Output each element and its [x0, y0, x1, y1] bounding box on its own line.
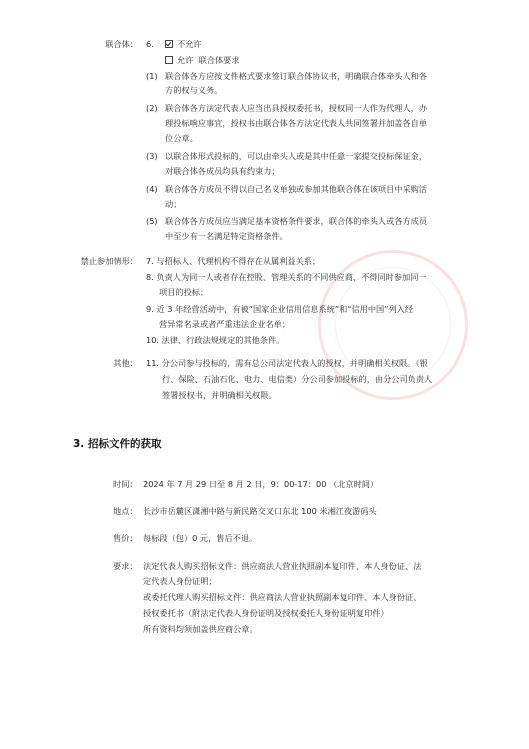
place-value: 长沙市岳麓区潇湘中路与新民路交叉口东北 100 米湘江夜游码头: [143, 506, 377, 516]
consortium-item-1-line-2: 方的权与义务。: [165, 85, 223, 95]
other-label: 其他：: [113, 358, 138, 368]
requirement-line-2: 定代表人身份证明；: [143, 576, 217, 586]
time-label: 时间：: [113, 479, 138, 489]
checkbox-checked-icon: [165, 40, 173, 48]
consortium-item-2-line-3: 位公章。: [165, 133, 198, 143]
prohibited-item-10: 10. 法律、行政法规规定的其他条件。: [146, 335, 285, 345]
requirements-label: 要求：: [113, 561, 138, 571]
item-no-4: (4): [146, 184, 158, 194]
item-no-1: (1): [146, 71, 158, 81]
consortium-label: 联合体：: [105, 39, 138, 49]
option-not-allowed: [165, 38, 202, 51]
consortium-requirement-title: 联合体要求: [198, 55, 240, 65]
section-title: 3. 招标文件的获取: [73, 438, 162, 450]
prohibited-item-9-line-2: 营异常名录或者严重违法企业名单；: [159, 319, 291, 329]
prohibited-item-9-line-1: 9. 近 3 年经营活动中，有被“国家企业信用信息系统”和“信用中国”列入经: [146, 304, 414, 314]
prohibited-item-8-line-1: 8. 负责人为同一人或者存在控股、管理关系的不同供应商，不得同时参加同一: [146, 272, 427, 282]
requirement-line-3: 或委托代理人购买招标文件：供应商法人营业执照副本复印件、本人身份证、: [143, 592, 422, 602]
item-no-3: (3): [146, 151, 158, 161]
consortium-item-2-line-1: 联合体各方法定代表人应当出具授权委托书，授权同一人作为代理人，办: [165, 103, 428, 113]
item-no-5: (5): [146, 216, 158, 226]
prohibited-item-7: 7. 与招标人、代理机构不得存在从属利益关系；: [146, 256, 321, 266]
consortium-item-number: 6.: [146, 39, 154, 49]
other-line-1: 11. 分公司参与投标的，需有总公司法定代表人的授权，并明确相关权限。（银: [146, 358, 428, 368]
place-label: 地点：: [113, 506, 138, 516]
consortium-item-4-line-1: 联合体各方成员不得以自己名义单独或参加其他联合体在该项目中采购活: [165, 184, 428, 194]
item-no-2: (2): [146, 103, 158, 113]
prohibited-item-8-line-2: 项目的投标；: [159, 287, 209, 297]
option-not-allowed-label: 不允许: [177, 39, 202, 49]
requirement-line-1: 法定代表人购买招标文件：供应商法人营业执照副本复印件、本人身份证、法: [143, 561, 422, 571]
option-allowed-label: 允许: [177, 55, 194, 65]
option-allowed: [165, 54, 240, 67]
consortium-item-4-line-2: 动；: [165, 199, 182, 209]
consortium-item-3-line-1: 以联合体形式投标的，可以由牵头人或是其中任意一家提交投标保证金，: [165, 151, 428, 161]
consortium-item-3-line-2: 对联合体各成员均具有约束力；: [165, 166, 280, 176]
requirement-line-4: 授权委托书（附法定代表人身份证明及授权委托人身份证明复印件）: [143, 608, 389, 618]
prohibited-label: 禁止参加情形：: [80, 256, 138, 266]
checkbox-unchecked-icon: [165, 56, 173, 64]
other-line-2: 行、保险、石油石化、电力、电信类）分公司参加投标的，由分公司负责人: [162, 374, 433, 384]
price-value: 每标段（包）0 元，售后不退。: [143, 533, 258, 543]
requirement-line-5: 所有资料均须加盖供应商公章。: [143, 624, 258, 634]
time-value: 2024 年 7 月 29 日至 8 月 2 日，9：00-17：00 （北京时间）: [143, 479, 379, 489]
consortium-item-2-line-2: 理投标响应事宜，授权书由联合体各方法定代表人共同签署并加盖各自单: [165, 118, 428, 128]
consortium-item-5-line-2: 中至少有一名满足特定资格条件。: [165, 231, 288, 241]
consortium-item-5-line-1: 联合体各方成员应当满足基本资格条件要求，联合体的牵头人或各方成员: [165, 216, 428, 226]
other-line-3: 签署授权书，并明确相关权限。: [162, 390, 277, 400]
price-label: 售价：: [113, 533, 138, 543]
consortium-item-1-line-1: 联合体各方应按文件格式要求签订联合体协议书，明确联合体牵头人和各: [165, 71, 428, 81]
